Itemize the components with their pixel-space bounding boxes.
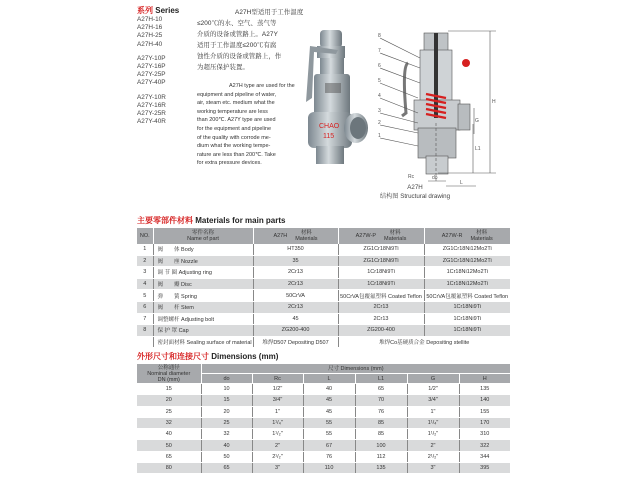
- cell-no: 1: [137, 244, 153, 255]
- materials-table: [137, 228, 510, 348]
- model-item: A27Y-16R: [137, 101, 166, 109]
- cell-dim: 40: [201, 440, 252, 451]
- model-group: [137, 16, 166, 49]
- cell-a27wr: 1Cr18Ni9Ti: [424, 301, 510, 313]
- cell-dim: 20: [201, 406, 252, 417]
- cell-a27wr: 1Cr18Ni12Mo2Ti: [424, 278, 510, 290]
- model-item: A27Y-40P: [137, 79, 166, 87]
- cell-dim: 1¹/₄": [252, 417, 303, 428]
- header-a27wr-model: A27W-R: [441, 232, 463, 239]
- materials-row: [137, 255, 510, 267]
- materials-row-sealing: [137, 336, 510, 348]
- cell-no: [137, 336, 153, 348]
- header-a27wp: [338, 228, 424, 244]
- cell-dim: 45: [303, 395, 355, 406]
- description-cn-line: 为超压保护装置。: [197, 64, 249, 71]
- cell-part: 弹 簧 Spring: [153, 290, 253, 302]
- cell-dim: 10: [201, 384, 252, 395]
- description-en-line: rature are less than 200℃. Take: [197, 151, 276, 158]
- model-item: A27H-40: [137, 40, 163, 48]
- cell-dim: 3/4": [252, 395, 303, 406]
- cell-a27h: 50CrVA: [253, 290, 338, 302]
- header-dn-en2: DN (mm): [157, 376, 180, 383]
- drawing-label-5: 5: [378, 78, 381, 84]
- materials-row: [137, 278, 510, 290]
- cell-a27wp: 2Cr13: [338, 301, 424, 313]
- cell-no: 7: [137, 313, 153, 325]
- cell-dim: 1¹/₂": [407, 429, 459, 440]
- drawing-label-7: 7: [378, 48, 381, 54]
- cell-dim: 3/4": [407, 395, 459, 406]
- description-cn-line: 蚀性介质的设备或管路上，作: [197, 53, 282, 60]
- cell-a27h: 堆焊D507 Depositing D507: [253, 336, 338, 348]
- model-item: A27H-10: [137, 16, 163, 23]
- description-cn-line: ≤200℃的水、空气、蒸气等: [197, 20, 277, 27]
- cell-a27h: 2Cr13: [253, 301, 338, 313]
- model-item: A27Y-10R: [137, 93, 166, 101]
- header-dn: [137, 364, 201, 384]
- valve-cap: [320, 30, 342, 48]
- cell-dim: 3": [252, 463, 303, 474]
- cell-a27wp: ZG200-400: [338, 325, 424, 337]
- cell-a27wr: 1Cr18Ni12Mo2Ti: [424, 267, 510, 279]
- header-a27h: [253, 228, 338, 244]
- materials-row: [137, 267, 510, 279]
- valve-photo: [290, 28, 372, 168]
- header-a27wr-mat-en: Materials: [470, 236, 493, 242]
- model-item: A27Y-16P: [137, 63, 166, 71]
- cell-a27wp: 50CrVA包覆氟塑料 Coated Teflon: [338, 290, 424, 302]
- cell-dim: 50: [201, 451, 252, 462]
- description-en-line: dium what the working tempe-: [197, 143, 271, 150]
- cell-dim: 2¹/₂": [407, 451, 459, 462]
- drawing-label-l1: L1: [475, 146, 481, 152]
- cell-dim: 1": [407, 406, 459, 417]
- model-list: [137, 16, 166, 132]
- cell-part: 保 护 罩 Cap: [153, 325, 253, 337]
- cell-a27wr: 1Cr18Ni9Ti: [424, 313, 510, 325]
- header-dn-cn: 公称通径: [157, 364, 180, 371]
- dimensions-row: [137, 451, 510, 462]
- model-item: A27H-25: [137, 32, 163, 40]
- series-title: [137, 5, 179, 16]
- drawing-label-rc: Rc: [408, 174, 415, 180]
- cell-a27wp: ZG1Cr18Ni9Ti: [338, 244, 424, 255]
- cell-a27h: 35: [253, 255, 338, 267]
- cell-dim: 3": [407, 463, 459, 474]
- dimensions-title: [137, 351, 278, 362]
- seal-marker: [462, 59, 470, 67]
- model-item: A27Y-25P: [137, 71, 166, 79]
- cell-dim: 85: [355, 429, 407, 440]
- description-cn-line: 适用于工作温度≤200℃有腐: [197, 42, 277, 49]
- model-group: [137, 94, 166, 127]
- cell-dim: 112: [355, 451, 407, 462]
- dimensions-row: [137, 429, 510, 440]
- cell-dim: 140: [459, 395, 510, 406]
- header-a27wp-model: A27W-P: [355, 232, 377, 239]
- cell-dim: 170: [459, 417, 510, 428]
- materials-row: [137, 301, 510, 313]
- cell-dn: 25: [137, 406, 201, 417]
- header-a27wp-mat-en: Materials: [384, 236, 407, 242]
- cell-part: 阀 体 Body: [153, 244, 253, 255]
- drawing-label-do: do: [432, 175, 438, 181]
- figure-caption: [360, 183, 470, 201]
- cell-dn: 15: [137, 384, 201, 395]
- description-en-line: working temperature are less: [197, 108, 268, 115]
- header-col: L: [303, 374, 355, 384]
- description-cn-line: 介质的设备或管路上。A27Y: [197, 31, 278, 38]
- drawing-label-1: 1: [378, 133, 381, 139]
- series-title-cn: 系列: [137, 6, 153, 15]
- materials-row: [137, 313, 510, 325]
- description-en-line: for extra pressure devices.: [197, 160, 262, 167]
- cell-a27h: 2Cr13: [253, 278, 338, 290]
- valve-bonnet: [314, 74, 350, 118]
- cell-dn: 65: [137, 451, 201, 462]
- model-item: A27Y-25R: [137, 110, 166, 118]
- cell-a27wp: 1Cr18Ni9Ti: [338, 267, 424, 279]
- dimensions-row: [137, 440, 510, 451]
- cell-dim: 135: [355, 463, 407, 474]
- header-col: G: [407, 374, 459, 384]
- drawing-label-h: H: [492, 99, 496, 105]
- model-item: A27H-16: [137, 24, 163, 32]
- cell-dim: 45: [303, 406, 355, 417]
- drawing-label-6: 6: [378, 63, 381, 69]
- cell-a27wr: ZG1Cr18Ni12Mo2Ti: [424, 255, 510, 267]
- cell-dim: 25: [201, 417, 252, 428]
- cell-no: 6: [137, 301, 153, 313]
- cell-dim: 1": [252, 406, 303, 417]
- photo-mark-2: 115: [323, 133, 335, 140]
- cell-part: 密封面材料 Sealing surface of material: [153, 336, 253, 348]
- cell-dim: 70: [355, 395, 407, 406]
- description-cn-line: A27H型适用于工作温度: [235, 9, 304, 16]
- model-item: A27Y-40R: [137, 118, 166, 126]
- header-col: L1: [355, 374, 407, 384]
- cell-part: 调 节 圈 Adjusting ring: [153, 267, 253, 279]
- cell-dn: 40: [137, 429, 201, 440]
- header-dimensions-group: 尺寸 Dimensions (mm): [201, 364, 510, 374]
- dimensions-row: [137, 463, 510, 474]
- cell-dn: 20: [137, 395, 201, 406]
- drawing-label-3: 3: [378, 108, 381, 114]
- cell-dim: 32: [201, 429, 252, 440]
- cell-dim: 2": [407, 440, 459, 451]
- materials-title-cn: 主要零部件材料: [137, 216, 193, 225]
- cell-dim: 2": [252, 440, 303, 451]
- cell-a27h: HT350: [253, 244, 338, 255]
- drawing-label-l: L: [460, 180, 463, 186]
- dimensions-title-en: Dimensions (mm): [211, 352, 279, 361]
- cell-dim: 1/2": [252, 384, 303, 395]
- description-en: [197, 82, 305, 168]
- cell-dim: 55: [303, 429, 355, 440]
- cell-a27wp: ZG1Cr18Ni9Ti: [338, 255, 424, 267]
- cell-dim: 1¹/₂": [252, 429, 303, 440]
- materials-title-en: Materials for main parts: [195, 216, 286, 225]
- header-a27wr: [424, 228, 510, 244]
- cell-no: 5: [137, 290, 153, 302]
- cell-dn: 50: [137, 440, 201, 451]
- cell-dim: 15: [201, 395, 252, 406]
- header-col: Rc: [252, 374, 303, 384]
- series-title-en: Series: [155, 6, 180, 15]
- materials-title: [137, 215, 285, 226]
- dimensions-row: [137, 395, 510, 406]
- cell-dim: 67: [303, 440, 355, 451]
- drawing-label-g: G: [475, 118, 479, 124]
- model-group: [137, 55, 166, 88]
- photo-mark-1: CHAO: [319, 123, 340, 130]
- dimensions-row: [137, 417, 510, 428]
- description-en-line: of the quality with corrode me-: [197, 134, 271, 141]
- cell-part: 阀 杆 Stem: [153, 301, 253, 313]
- cell-dn: 32: [137, 417, 201, 428]
- drawing-label-8: 8: [378, 33, 381, 39]
- cell-no: 8: [137, 325, 153, 337]
- header-part-en: Name of part: [187, 236, 219, 242]
- cell-dim: 322: [459, 440, 510, 451]
- drawing-label-4: 4: [378, 93, 381, 99]
- valve-inlet: [316, 146, 344, 164]
- cell-dim: 76: [303, 451, 355, 462]
- cell-dim: 55: [303, 417, 355, 428]
- model-item: A27Y-10P: [137, 54, 166, 62]
- cell-no: 2: [137, 255, 153, 267]
- cell-dim: 1/2": [407, 384, 459, 395]
- cell-a27h: 2Cr13: [253, 267, 338, 279]
- cell-a27wr: 1Cr18Ni9Ti: [424, 325, 510, 337]
- cell-dim: 1¹/₄": [407, 417, 459, 428]
- header-col: H: [459, 374, 510, 384]
- caption-text: 结构图 Structural drawing: [379, 193, 451, 200]
- materials-row: [137, 244, 510, 255]
- cell-dim: 344: [459, 451, 510, 462]
- cell-dim: 76: [355, 406, 407, 417]
- cell-dim: 65: [355, 384, 407, 395]
- description-en-line: than 200℃. A27Y type are used: [197, 117, 276, 124]
- dimensions-row: [137, 384, 510, 395]
- cell-a27wr: 50CrVA包覆氟塑料 Coated Teflon: [424, 290, 510, 302]
- cell-part: 调整螺杆 Adjusting bolt: [153, 313, 253, 325]
- materials-row: [137, 325, 510, 337]
- structural-drawing: [378, 28, 508, 193]
- drawing-label-2: 2: [378, 120, 381, 126]
- cell-dim: 395: [459, 463, 510, 474]
- header-dn-en1: Nominal diameter: [147, 370, 191, 377]
- cell-a27wr: ZG1Cr18Ni12Mo2Ti: [424, 244, 510, 255]
- cell-a27wp: 2Cr13: [338, 313, 424, 325]
- cell-no: 4: [137, 278, 153, 290]
- cell-dim: 40: [303, 384, 355, 395]
- cell-dim: 310: [459, 429, 510, 440]
- header-col: do: [201, 374, 252, 384]
- materials-header-row: [137, 228, 510, 244]
- description-en-line: equipment and pipeline of water,: [197, 91, 277, 98]
- cell-dim: 100: [355, 440, 407, 451]
- cell-a27h: 45: [253, 313, 338, 325]
- cell-a27h: ZG200-400: [253, 325, 338, 337]
- header-a27h-model: A27H: [273, 232, 288, 239]
- cell-others: 堆焊Co基硬质合金 Depositing stellite: [338, 336, 510, 348]
- cell-no: 3: [137, 267, 153, 279]
- header-part-cn: 零件名称: [191, 229, 214, 236]
- cell-dim: 135: [459, 384, 510, 395]
- header-part: [153, 228, 253, 244]
- description-en-line: A27H type are used for the: [229, 83, 295, 89]
- cell-dn: 80: [137, 463, 201, 474]
- cell-dim: 65: [201, 463, 252, 474]
- cell-part: 阀 座 Nozzle: [153, 255, 253, 267]
- cell-dim: 110: [303, 463, 355, 474]
- description-cn: [197, 7, 305, 73]
- dimensions-header-row-1: [137, 364, 510, 374]
- description-en-line: for the equipment and pipeline: [197, 125, 271, 132]
- dimensions-row: [137, 406, 510, 417]
- materials-row: [137, 290, 510, 302]
- cell-dim: 85: [355, 417, 407, 428]
- cell-a27wp: 1Cr18Ni9Ti: [338, 278, 424, 290]
- caption-model: A27H: [407, 184, 423, 191]
- header-a27wp-mat-cn: 材料: [389, 229, 401, 236]
- cell-dim: 2¹/₂": [252, 451, 303, 462]
- cell-part: 阀 瓣 Disc: [153, 278, 253, 290]
- description-en-line: air, steam etc. medium what the: [197, 100, 275, 107]
- header-a27h-mat-en: Materials: [295, 236, 318, 242]
- dimensions-title-cn: 外形尺寸和连接尺寸: [137, 352, 209, 361]
- header-a27wr-mat-cn: 材料: [476, 229, 488, 236]
- header-no: NO.: [137, 228, 153, 244]
- header-a27h-mat-cn: 材料: [300, 229, 312, 236]
- cell-dim: 155: [459, 406, 510, 417]
- dimensions-table: [137, 364, 510, 474]
